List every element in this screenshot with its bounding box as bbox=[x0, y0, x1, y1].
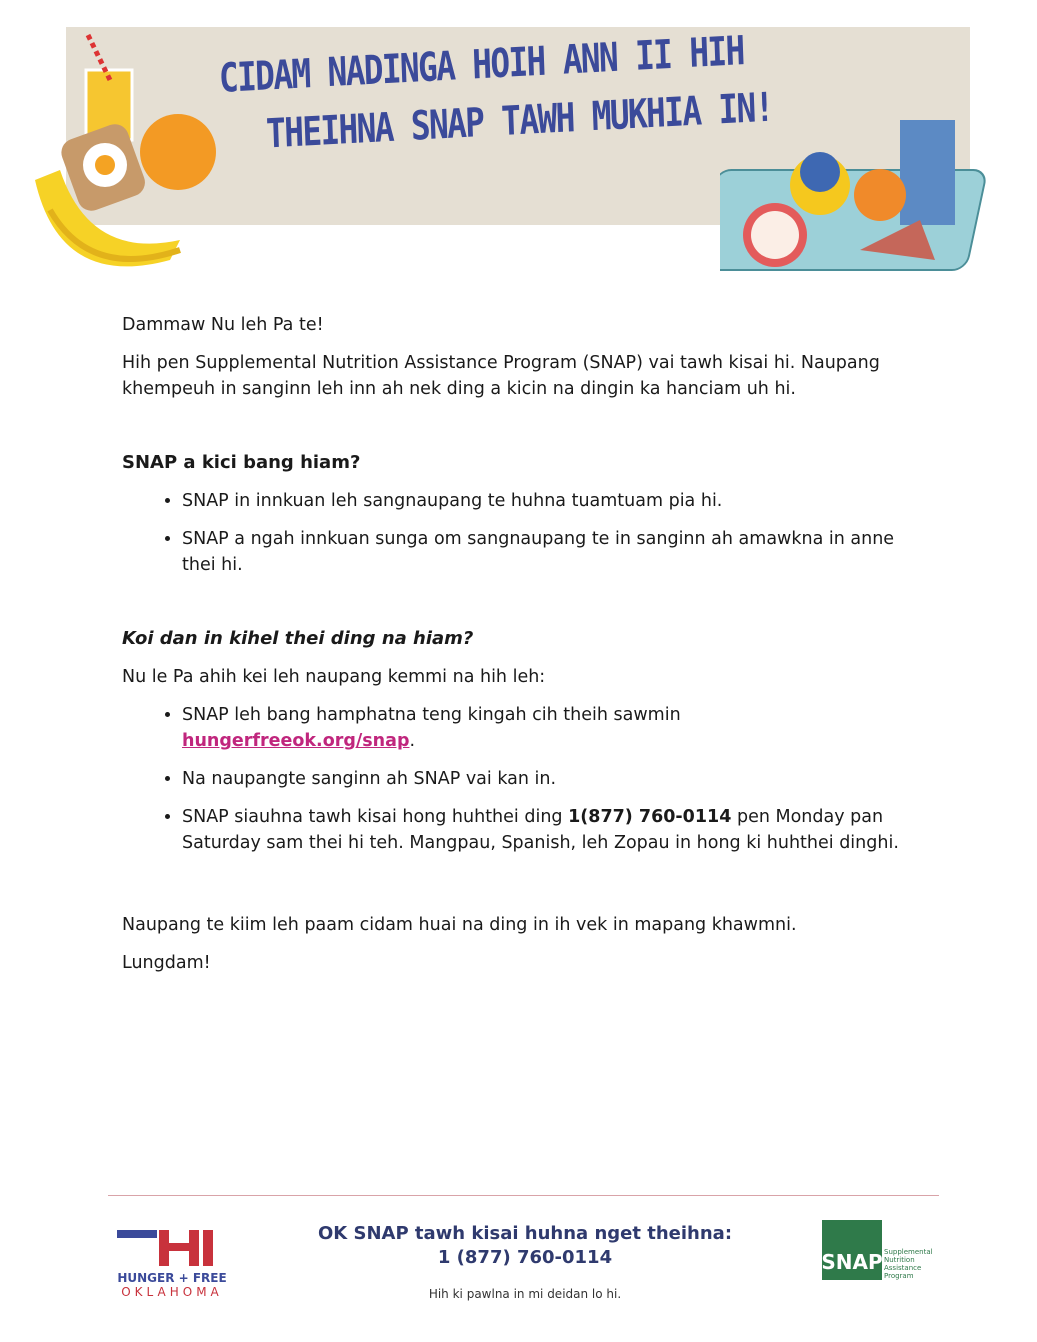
how-to-participate-list bbox=[122, 702, 922, 856]
intro-paragraph: Hih pen Supplemental Nutrition Assistance Program (SNAP) vai tawh kisai hi. Naupang khempeuh in sanginn leh inn ah nek ding a kicin na dingin ka hanciam uh hi. bbox=[122, 353, 880, 399]
list-item: • SNAP in innkuan leh sangnaupang te huhna tuamtuam pia hi. bbox=[182, 488, 922, 514]
signoff: Lungdam! bbox=[122, 953, 211, 973]
list-item-text: pen Monday pan Saturday sam thei hi teh. Mangpau, Spanish, leh Zopau in hong ki huhthei dinghi. bbox=[182, 807, 899, 853]
section-lead: Nu le Pa ahih kei leh naupang kemmi na hih leh: bbox=[122, 667, 546, 687]
footer-phone: 1 (877) 760-0114 bbox=[437, 1247, 613, 1268]
what-is-snap-list bbox=[122, 488, 922, 578]
logo-text: OKLAHOMA bbox=[121, 1285, 223, 1299]
logo-text: HUNGER + FREE bbox=[117, 1271, 227, 1285]
closing-paragraph: Naupang te kiim leh paam cidam huai na ding in ih vek in mapang khawmni. bbox=[122, 915, 797, 935]
list-item-text: SNAP siauhna tawh kisai hong huhthei ding bbox=[182, 807, 563, 827]
breakfast-food-illustration bbox=[30, 30, 230, 280]
list-item: • Na naupangte sanginn ah SNAP vai kan in. bbox=[182, 766, 922, 792]
snap-link[interactable]: hungerfreeok.org/snap bbox=[182, 731, 410, 751]
footer-contact bbox=[300, 1222, 750, 1306]
snap-logo-subtext: Supplemental Nutrition Assistance Program bbox=[884, 1248, 933, 1280]
footer-divider bbox=[108, 1195, 939, 1196]
letter-body bbox=[122, 312, 922, 988]
snap-logo bbox=[821, 1220, 933, 1280]
snap-logo-mark: SNAP bbox=[822, 1220, 882, 1280]
footer-note: Hih ki pawlna in mi deidan lo hi. bbox=[428, 1287, 622, 1301]
banner-title-line-2: THEIHNA SNAP TAWH MUKHIA IN! bbox=[265, 84, 774, 158]
hunger-free-oklahoma-logo bbox=[112, 1225, 232, 1299]
footer-line: OK SNAP tawh kisai huhna nget theihna: bbox=[317, 1223, 733, 1244]
phone-number: 1(877) 760-0114 bbox=[568, 807, 732, 827]
list-item bbox=[182, 804, 922, 856]
banner-title-line-1: CIDAM NADINGA HOIH ANN II HIH bbox=[218, 28, 745, 102]
list-item-text: SNAP leh bang hamphatna teng kingah cih theih sawmin bbox=[182, 705, 681, 725]
list-item: • SNAP a ngah innkuan sunga om sangnaupang te in sanginn ah amawkna in anne thei hi. bbox=[182, 526, 922, 578]
greeting: Dammaw Nu leh Pa te! bbox=[122, 315, 324, 335]
hfo-logo-mark bbox=[117, 1225, 227, 1267]
section-heading-how-to-participate: Koi dan in kihel thei ding na hiam? bbox=[122, 628, 474, 649]
section-heading-what-is-snap: SNAP a kici bang hiam? bbox=[122, 452, 361, 473]
list-item: • SNAP leh bang hamphatna teng kingah cih theih sawmin hungerfreeok.org/snap. bbox=[182, 702, 922, 754]
